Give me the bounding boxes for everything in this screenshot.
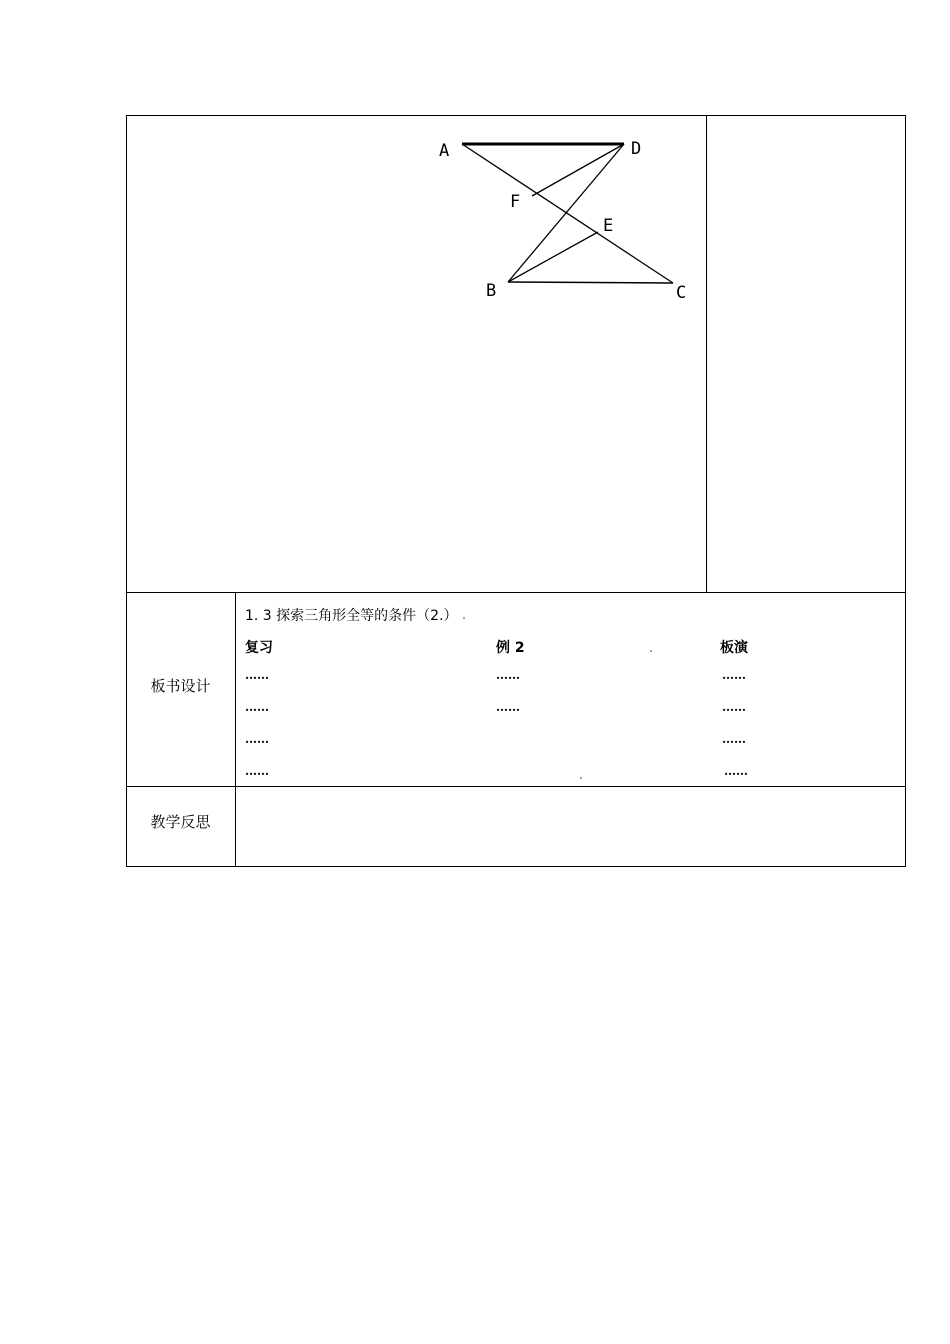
- row-divider-2: [126, 786, 906, 787]
- review-line: ……: [245, 700, 269, 714]
- segment-ac: [462, 144, 673, 283]
- board-demo-heading: 板演: [720, 640, 748, 656]
- scan-speck: [650, 650, 652, 652]
- review-heading: 复习: [245, 640, 273, 656]
- review-line: ……: [245, 668, 269, 682]
- reflection-label: 教学反思: [150, 813, 211, 831]
- point-label-c: C: [676, 283, 687, 303]
- review-line: ……: [245, 764, 269, 778]
- review-line: ……: [245, 732, 269, 746]
- example-heading: 例 2: [496, 640, 525, 656]
- scan-speck: [580, 777, 582, 779]
- point-label-e: E: [603, 216, 614, 236]
- board-demo-line: ……: [724, 764, 748, 778]
- point-label-f: F: [510, 192, 521, 212]
- segment-df: [532, 144, 624, 196]
- geometry-figure: [126, 115, 706, 315]
- segment-bc: [508, 282, 673, 283]
- example-line: ……: [496, 700, 520, 714]
- scan-speck: [463, 617, 465, 619]
- board-demo-line: ……: [722, 732, 746, 746]
- top-row-divider: [706, 115, 707, 592]
- board-demo-line: ……: [722, 700, 746, 714]
- segment-db: [508, 144, 624, 282]
- label-column-divider: [235, 592, 236, 867]
- segment-eb: [508, 232, 598, 282]
- point-label-d: D: [631, 139, 642, 159]
- example-line: ……: [496, 668, 520, 682]
- board-design-label: 板书设计: [150, 677, 211, 695]
- board-design-title: 1. 3 探索三角形全等的条件（2.）: [245, 608, 458, 624]
- board-demo-line: ……: [722, 668, 746, 682]
- point-label-b: B: [486, 281, 497, 301]
- point-label-a: A: [439, 141, 450, 161]
- row-divider-1: [126, 592, 906, 593]
